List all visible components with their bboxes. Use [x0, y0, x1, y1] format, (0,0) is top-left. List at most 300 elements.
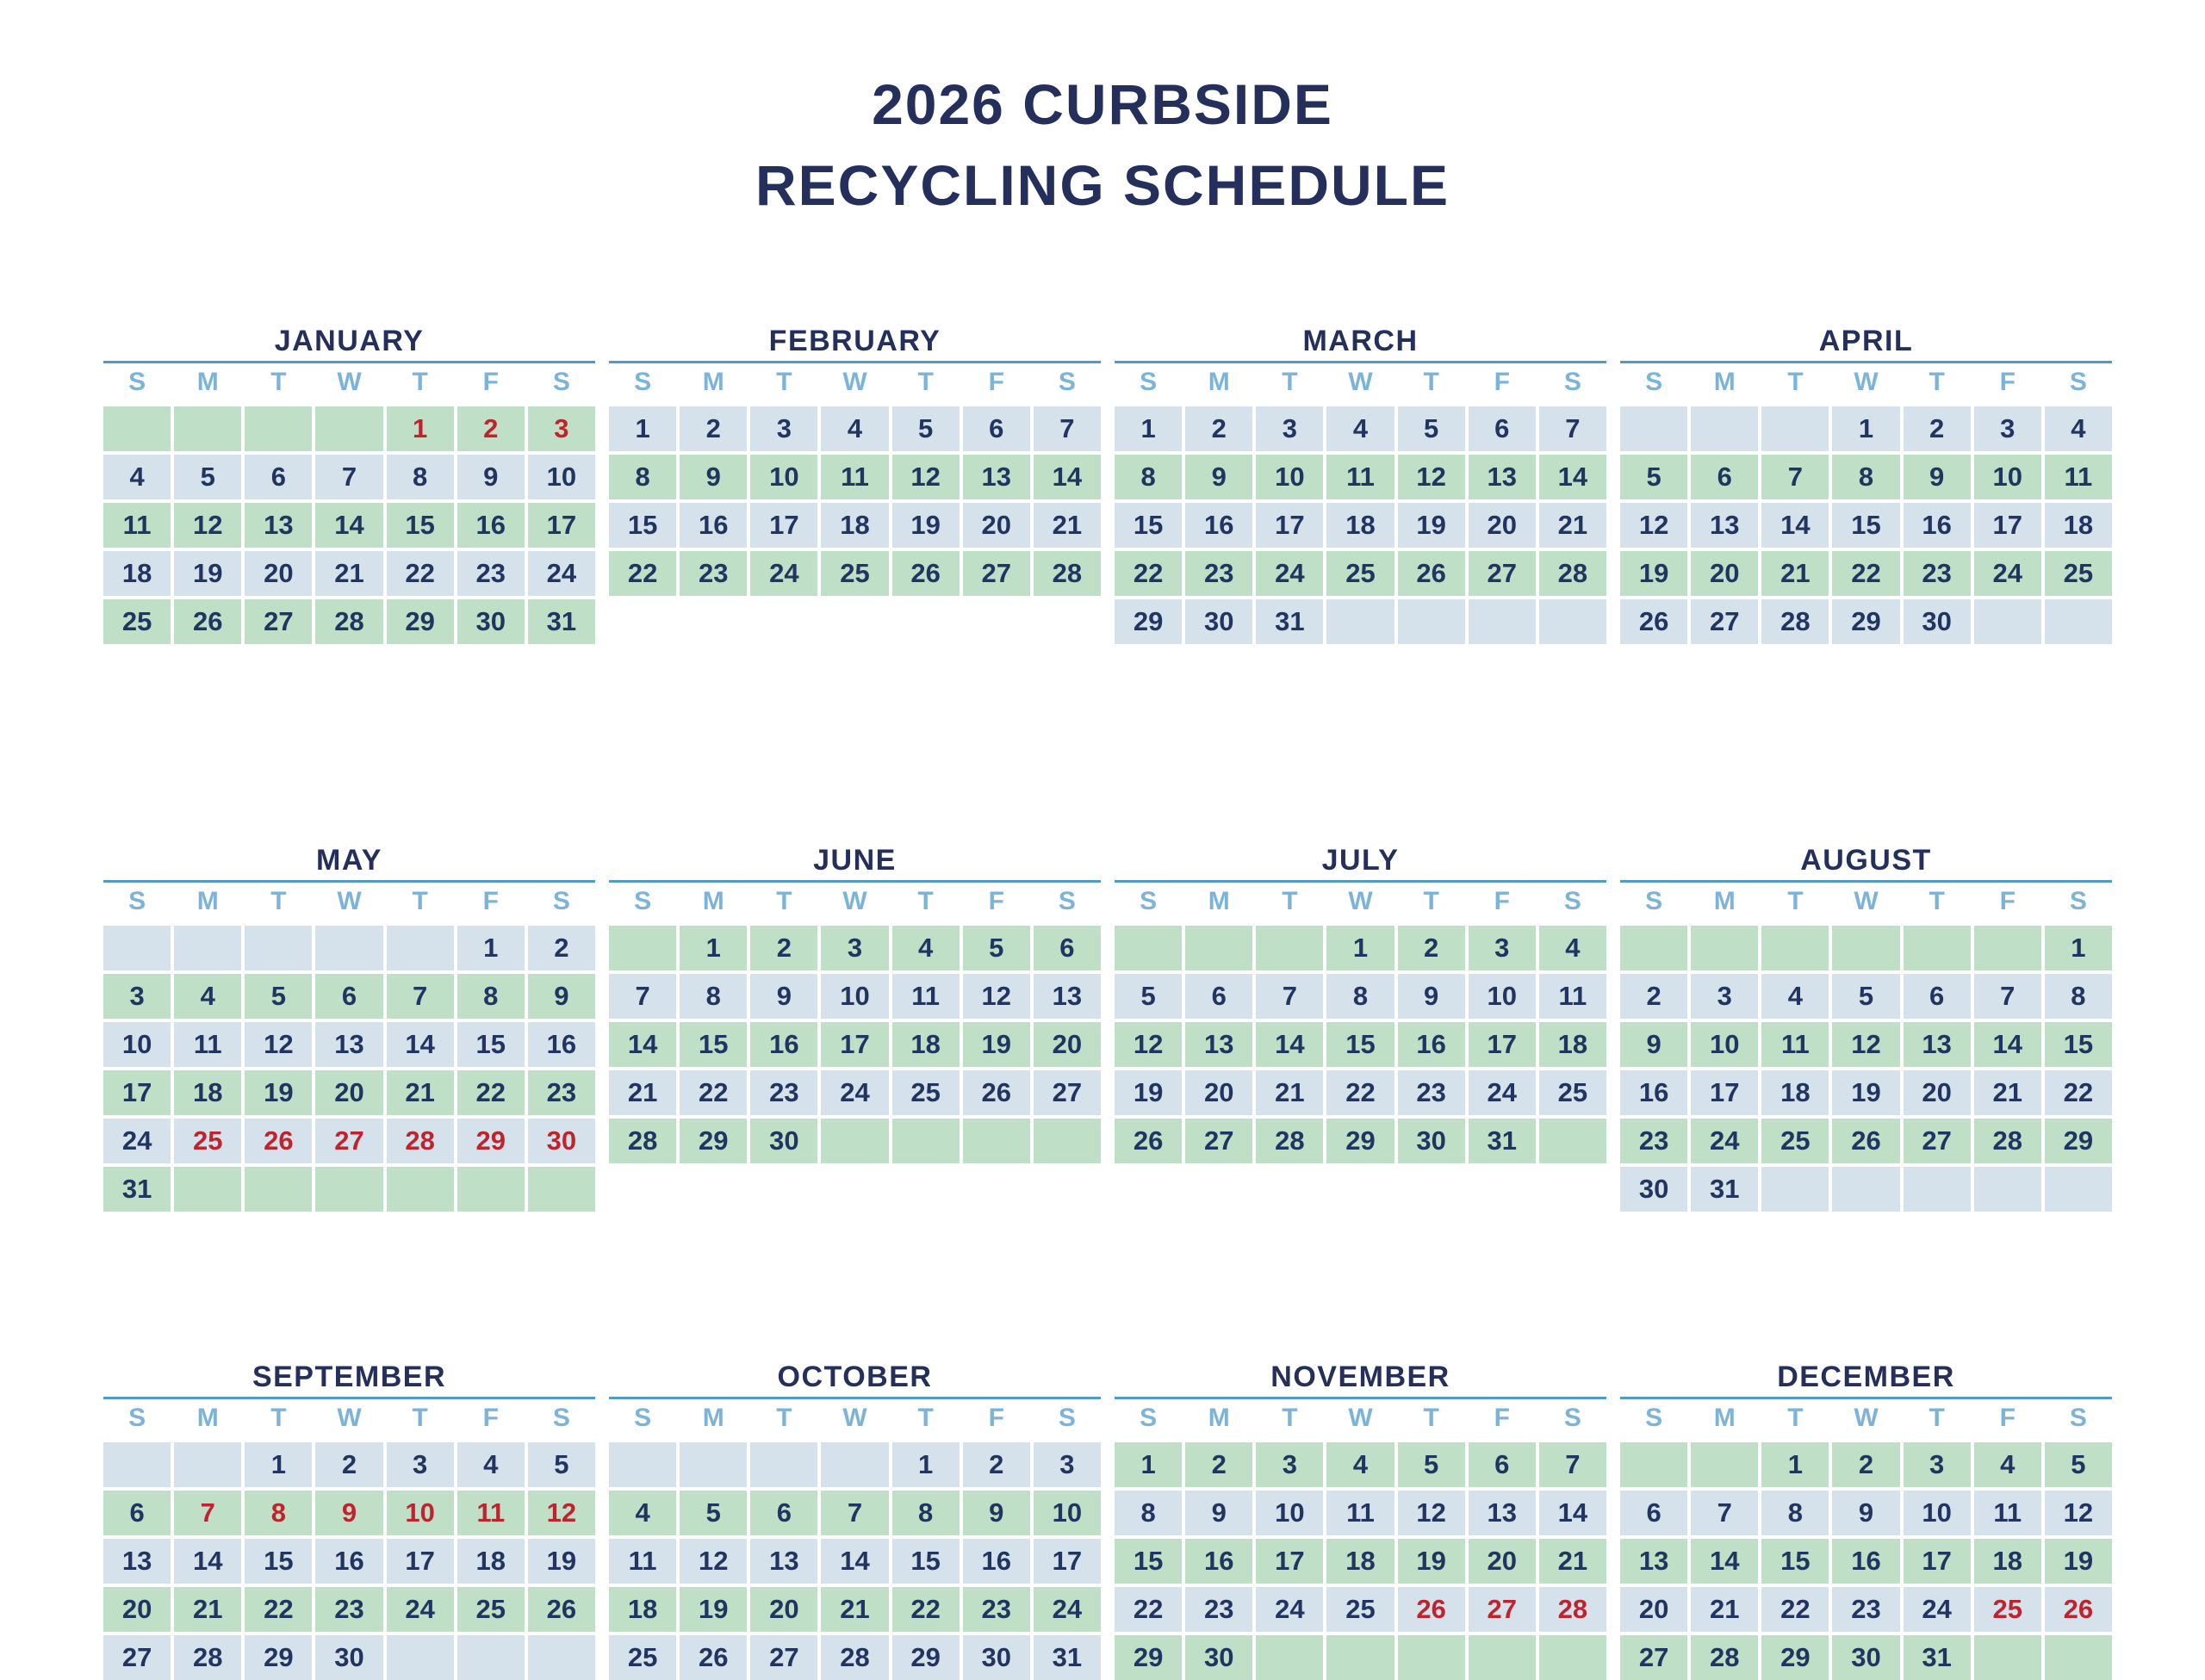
calendar-day: 25: [1761, 1119, 1829, 1163]
month-title: MAY: [316, 844, 382, 877]
calendar-day: 31: [1691, 1167, 1758, 1212]
calendar-day: 20: [1691, 551, 1758, 596]
calendar-day-empty: [1326, 1635, 1394, 1680]
calendar-day: 14: [821, 1539, 888, 1584]
calendar-day-empty: [680, 1442, 747, 1487]
calendar-day: 11: [892, 974, 960, 1019]
calendar-day: 18: [174, 1070, 241, 1115]
calendar-day: 15: [387, 503, 454, 548]
calendar-day: 16: [1620, 1070, 1687, 1115]
calendar-day-holiday: 25: [1974, 1587, 2041, 1632]
calendar-day-holiday: 9: [315, 1491, 382, 1535]
month-block-january: [103, 323, 595, 644]
calendar-day: 12: [892, 455, 960, 499]
calendar-day: 26: [1620, 599, 1687, 644]
calendar-day: 27: [1691, 599, 1758, 644]
calendar-grid: [1620, 926, 2112, 1212]
calendar-day: 1: [892, 1442, 960, 1487]
calendar-day: 18: [609, 1587, 676, 1632]
calendar-day: 19: [1832, 1070, 1899, 1115]
calendar-day: 25: [103, 599, 171, 644]
calendar-day-empty: [821, 1442, 888, 1487]
calendar-day: 4: [457, 1442, 525, 1487]
weekday-header: W: [1348, 1404, 1373, 1432]
calendar-day: 28: [1539, 551, 1606, 596]
calendar-day: 29: [1115, 1635, 1182, 1680]
calendar-day: 21: [315, 551, 382, 596]
calendar-day: 21: [1539, 1539, 1606, 1584]
calendar-day: 8: [457, 974, 525, 1019]
calendar-day: 9: [1398, 974, 1465, 1019]
calendar-day-empty: [174, 406, 241, 451]
calendar-day: 14: [1761, 503, 1829, 548]
calendar-day: 4: [2045, 406, 2112, 451]
calendar-day: 7: [1691, 1491, 1758, 1535]
weekday-header: T: [412, 887, 428, 915]
weekday-header: W: [1348, 368, 1373, 396]
calendar-day: 21: [1539, 503, 1606, 548]
calendar-day-empty: [387, 1635, 454, 1680]
calendar-day: 18: [1761, 1070, 1829, 1115]
calendar-day-holiday: 25: [174, 1119, 241, 1163]
calendar-day-empty: [821, 1119, 888, 1163]
calendar-day: 10: [1469, 974, 1536, 1019]
weekday-header: S: [634, 1404, 652, 1432]
weekday-header: S: [552, 368, 570, 396]
calendar-day: 5: [528, 1442, 595, 1487]
calendar-day: 19: [892, 503, 960, 548]
calendar-day: 23: [1620, 1119, 1687, 1163]
weekday-header: S: [552, 887, 570, 915]
weekday-header: T: [1282, 1404, 1298, 1432]
calendar-day: 26: [528, 1587, 595, 1632]
calendar-day-empty: [1832, 1167, 1899, 1212]
calendar-day: 6: [103, 1491, 171, 1535]
calendar-day: 27: [1185, 1119, 1252, 1163]
calendar-day-empty: [1904, 926, 1971, 970]
calendar-day: 12: [1832, 1022, 1899, 1067]
weekday-header: W: [842, 887, 867, 915]
calendar-day: 10: [821, 974, 888, 1019]
calendar-day: 2: [315, 1442, 382, 1487]
weekday-header: T: [1929, 887, 1945, 915]
calendar-day: 15: [1115, 503, 1182, 548]
calendar-day: 23: [750, 1070, 817, 1115]
calendar-day: 16: [457, 503, 525, 548]
weekday-header: T: [270, 1404, 287, 1432]
calendar-day: 23: [963, 1587, 1030, 1632]
calendar-day: 20: [1620, 1587, 1687, 1632]
calendar-day: 26: [963, 1070, 1030, 1115]
calendar-day-empty: [1904, 1167, 1971, 1212]
calendar-day-empty: [1691, 1442, 1758, 1487]
calendar-day: 6: [963, 406, 1030, 451]
weekday-header: T: [412, 1404, 428, 1432]
calendar-day: 11: [103, 503, 171, 548]
weekday-header: T: [1787, 1404, 1804, 1432]
calendar-day: 8: [680, 974, 747, 1019]
calendar-grid: [1115, 406, 1606, 644]
calendar-day: 28: [821, 1635, 888, 1680]
calendar-day-empty: [528, 1167, 595, 1212]
calendar-day: 17: [103, 1070, 171, 1115]
weekday-header: W: [1854, 887, 1879, 915]
weekday-header: F: [482, 887, 499, 915]
calendar-day: 27: [245, 599, 312, 644]
weekday-header: T: [917, 887, 934, 915]
weekday-header: S: [128, 887, 146, 915]
weekday-header: T: [270, 368, 287, 396]
calendar-day: 12: [1115, 1022, 1182, 1067]
calendar-day: 24: [1469, 1070, 1536, 1115]
calendar-day: 23: [528, 1070, 595, 1115]
calendar-day-holiday: 2: [457, 406, 525, 451]
weekday-header: M: [196, 887, 219, 915]
weekday-header: M: [1208, 368, 1230, 396]
weekday-header: F: [482, 368, 499, 396]
page-title-line-1: 2026 CURBSIDE: [872, 72, 1333, 136]
calendar-day: 18: [1326, 503, 1394, 548]
calendar-day: 10: [1691, 1022, 1758, 1067]
month-title: OCTOBER: [777, 1361, 933, 1393]
calendar-day: 7: [821, 1491, 888, 1535]
weekday-header: S: [1140, 368, 1158, 396]
calendar-day: 6: [1034, 926, 1101, 970]
calendar-day: 7: [1761, 455, 1829, 499]
calendar-day: 3: [387, 1442, 454, 1487]
calendar-day: 2: [750, 926, 817, 970]
calendar-day: 14: [387, 1022, 454, 1067]
calendar-day: 4: [892, 926, 960, 970]
calendar-day: 21: [1974, 1070, 2041, 1115]
weekday-header: S: [2069, 887, 2087, 915]
calendar-day-empty: [1974, 926, 2041, 970]
calendar-day: 14: [1691, 1539, 1758, 1584]
calendar-day: 5: [1832, 974, 1899, 1019]
calendar-day: 13: [245, 503, 312, 548]
calendar-day-empty: [1832, 926, 1899, 970]
calendar-day-empty: [245, 926, 312, 970]
month-title: MARCH: [1302, 325, 1419, 357]
weekday-header: S: [1645, 1404, 1663, 1432]
calendar-day: 17: [750, 503, 817, 548]
calendar-day: 27: [103, 1635, 171, 1680]
weekday-header: T: [412, 368, 428, 396]
calendar-day: 27: [1904, 1119, 1971, 1163]
calendar-day: 19: [1398, 1539, 1465, 1584]
calendar-day: 15: [245, 1539, 312, 1584]
calendar-day: 30: [1832, 1635, 1899, 1680]
calendar-day: 7: [1034, 406, 1101, 451]
calendar-day-empty: [892, 1119, 960, 1163]
calendar-day: 19: [2045, 1539, 2112, 1584]
calendar-day: 23: [1904, 551, 1971, 596]
calendar-day: 27: [1034, 1070, 1101, 1115]
calendar-day: 8: [892, 1491, 960, 1535]
calendar-day: 20: [1185, 1070, 1252, 1115]
calendar-day: 14: [1974, 1022, 2041, 1067]
calendar-day-empty: [245, 1167, 312, 1212]
calendar-day: 22: [680, 1070, 747, 1115]
calendar-day: 7: [387, 974, 454, 1019]
weekday-header: M: [196, 368, 219, 396]
calendar-day: 20: [750, 1587, 817, 1632]
calendar-day-empty: [1539, 1635, 1606, 1680]
calendar-day: 12: [963, 974, 1030, 1019]
calendar-day-empty: [174, 926, 241, 970]
calendar-day: 20: [1904, 1070, 1971, 1115]
calendar-day: 23: [457, 551, 525, 596]
calendar-day: 10: [1034, 1491, 1101, 1535]
calendar-day: 28: [1761, 599, 1829, 644]
weekday-header: F: [1999, 368, 2016, 396]
calendar-day: 26: [1398, 551, 1465, 596]
month-title: JANUARY: [274, 325, 425, 357]
calendar-day: 30: [963, 1635, 1030, 1680]
calendar-day: 15: [680, 1022, 747, 1067]
weekday-header: S: [1563, 1404, 1581, 1432]
month-title: AUGUST: [1800, 844, 1932, 877]
weekday-header-row: [103, 883, 595, 921]
calendar-day: 16: [750, 1022, 817, 1067]
weekday-header: W: [337, 887, 362, 915]
calendar-day: 11: [174, 1022, 241, 1067]
calendar-day: 10: [1256, 1491, 1323, 1535]
calendar-day: 24: [528, 551, 595, 596]
weekday-header: T: [1282, 368, 1298, 396]
weekday-header: S: [552, 1404, 570, 1432]
calendar-day: 5: [245, 974, 312, 1019]
calendar-day: 12: [2045, 1491, 2112, 1535]
weekday-header: W: [1348, 887, 1373, 915]
calendar-day: 30: [1185, 599, 1252, 644]
calendar-day: 3: [1691, 974, 1758, 1019]
calendar-day: 22: [892, 1587, 960, 1632]
calendar-day: 8: [387, 455, 454, 499]
calendar-day: 24: [750, 551, 817, 596]
calendar-day: 18: [821, 503, 888, 548]
calendar-day: 3: [821, 926, 888, 970]
calendar-day: 25: [1326, 551, 1394, 596]
calendar-day: 12: [1398, 455, 1465, 499]
calendar-day-empty: [174, 1167, 241, 1212]
calendar-day: 28: [315, 599, 382, 644]
calendar-day: 17: [1469, 1022, 1536, 1067]
calendar-day: 19: [1115, 1070, 1182, 1115]
calendar-day: 4: [1539, 926, 1606, 970]
calendar-day-empty: [1398, 599, 1465, 644]
calendar-day: 19: [680, 1587, 747, 1632]
calendar-day: 24: [1256, 1587, 1323, 1632]
calendar-day: 6: [1904, 974, 1971, 1019]
calendar-day: 6: [1469, 406, 1536, 451]
calendar-day: 20: [315, 1070, 382, 1115]
month-title: FEBRUARY: [768, 325, 941, 357]
calendar-day-empty: [750, 1442, 817, 1487]
month-block-april: [1620, 323, 2112, 644]
calendar-day: 31: [1904, 1635, 1971, 1680]
calendar-day: 20: [1469, 503, 1536, 548]
weekday-header: F: [1494, 887, 1510, 915]
calendar-day: 2: [963, 1442, 1030, 1487]
weekday-header: M: [1713, 368, 1736, 396]
weekday-header: S: [1645, 887, 1663, 915]
calendar-day: 29: [680, 1119, 747, 1163]
calendar-grid: [103, 926, 595, 1212]
calendar-day: 24: [1904, 1587, 1971, 1632]
weekday-header: W: [842, 1404, 867, 1432]
weekday-header: M: [1208, 887, 1230, 915]
calendar-grid: [1620, 406, 2112, 644]
calendar-day: 2: [528, 926, 595, 970]
calendar-day: 17: [1904, 1539, 1971, 1584]
weekday-header: W: [842, 368, 867, 396]
calendar-day-empty: [1620, 926, 1687, 970]
calendar-day: 5: [892, 406, 960, 451]
calendar-day: 14: [174, 1539, 241, 1584]
calendar-day: 10: [1974, 455, 2041, 499]
calendar-day: 14: [1034, 455, 1101, 499]
calendar-day-holiday: 12: [528, 1491, 595, 1535]
calendar-day: 25: [2045, 551, 2112, 596]
calendar-day: 4: [1326, 1442, 1394, 1487]
calendar-day-empty: [1034, 1119, 1101, 1163]
calendar-day: 1: [680, 926, 747, 970]
calendar-day: 29: [387, 599, 454, 644]
calendar-day: 1: [1115, 406, 1182, 451]
calendar-day: 24: [1974, 551, 2041, 596]
calendar-day-empty: [1539, 599, 1606, 644]
weekday-header: T: [270, 887, 287, 915]
calendar-day: 30: [1620, 1167, 1687, 1212]
weekday-header: M: [1713, 1404, 1736, 1432]
month-block-may: [103, 842, 595, 1212]
calendar-day: 19: [245, 1070, 312, 1115]
calendar-day: 24: [1691, 1119, 1758, 1163]
weekday-header: S: [1058, 368, 1076, 396]
calendar-day-empty: [1115, 926, 1182, 970]
calendar-day: 6: [750, 1491, 817, 1535]
calendar-day: 13: [103, 1539, 171, 1584]
calendar-day-empty: [103, 1442, 171, 1487]
weekday-header: S: [634, 887, 652, 915]
calendar-day: 13: [1034, 974, 1101, 1019]
weekday-header: M: [1208, 1404, 1230, 1432]
calendar-day-holiday: 26: [245, 1119, 312, 1163]
month-title: JUNE: [813, 844, 897, 877]
calendar-day: 12: [245, 1022, 312, 1067]
calendar-day: 19: [528, 1539, 595, 1584]
calendar-day-empty: [1398, 1635, 1465, 1680]
month-block-november: [1115, 1359, 1606, 1680]
calendar-day: 5: [963, 926, 1030, 970]
calendar-day: 11: [1974, 1491, 2041, 1535]
calendar-day: 21: [821, 1587, 888, 1632]
calendar-day: 7: [1539, 1442, 1606, 1487]
calendar-day: 20: [1469, 1539, 1536, 1584]
calendar-day-empty: [1185, 926, 1252, 970]
calendar-day-empty: [1691, 926, 1758, 970]
calendar-day: 9: [457, 455, 525, 499]
calendar-day-empty: [245, 406, 312, 451]
calendar-day: 2: [1185, 406, 1252, 451]
calendar-day: 3: [1256, 406, 1323, 451]
calendar-day: 11: [1539, 974, 1606, 1019]
weekday-header: F: [1494, 1404, 1510, 1432]
weekday-header: W: [337, 1404, 362, 1432]
calendar-day: 11: [1761, 1022, 1829, 1067]
calendar-day: 2: [1620, 974, 1687, 1019]
calendar-grid: [609, 406, 1101, 596]
calendar-day-holiday: 28: [387, 1119, 454, 1163]
weekday-header: S: [2069, 1404, 2087, 1432]
calendar-day: 10: [528, 455, 595, 499]
calendar-day: 5: [1620, 455, 1687, 499]
calendar-day: 9: [1185, 1491, 1252, 1535]
calendar-day-empty: [1974, 1635, 2041, 1680]
calendar-day: 27: [1620, 1635, 1687, 1680]
calendar-day: 27: [1469, 551, 1536, 596]
calendar-day: 21: [609, 1070, 676, 1115]
calendar-day-holiday: 26: [1398, 1587, 1465, 1632]
month-title: NOVEMBER: [1270, 1361, 1450, 1393]
weekday-header: T: [1423, 1404, 1439, 1432]
month-block-september: [103, 1359, 595, 1680]
calendar-day: 4: [821, 406, 888, 451]
weekday-header: S: [128, 1404, 146, 1432]
weekday-header: T: [1787, 887, 1804, 915]
calendar-day-empty: [2045, 599, 2112, 644]
calendar-day: 6: [315, 974, 382, 1019]
weekday-header: T: [917, 368, 934, 396]
calendar-day: 13: [1469, 1491, 1536, 1535]
calendar-day: 8: [1115, 455, 1182, 499]
calendar-day: 29: [2045, 1119, 2112, 1163]
calendar-day: 24: [103, 1119, 171, 1163]
calendar-day: 2: [680, 406, 747, 451]
month-title: DECEMBER: [1777, 1361, 1955, 1393]
weekday-header: T: [917, 1404, 934, 1432]
calendar-day: 16: [1185, 1539, 1252, 1584]
calendar-day: 20: [103, 1587, 171, 1632]
weekday-header: S: [128, 368, 146, 396]
weekday-header-row: [609, 883, 1101, 921]
calendar-day: 5: [2045, 1442, 2112, 1487]
calendar-day: 13: [1904, 1022, 1971, 1067]
weekday-header: T: [1423, 368, 1439, 396]
calendar-day-empty: [1761, 1167, 1829, 1212]
calendar-day: 22: [1761, 1587, 1829, 1632]
calendar-day: 30: [1398, 1119, 1465, 1163]
calendar-day: 1: [457, 926, 525, 970]
calendar-day: 26: [680, 1635, 747, 1680]
calendar-day: 17: [1034, 1539, 1101, 1584]
calendar-day: 3: [1469, 926, 1536, 970]
calendar-day: 2: [1185, 1442, 1252, 1487]
calendar-day-holiday: 27: [315, 1119, 382, 1163]
calendar-day: 6: [1691, 455, 1758, 499]
calendar-day-empty: [1691, 406, 1758, 451]
calendar-day: 3: [1904, 1442, 1971, 1487]
calendar-day: 30: [1904, 599, 1971, 644]
weekday-header: F: [1999, 1404, 2016, 1432]
calendar-day: 2: [1398, 926, 1465, 970]
weekday-header-row: [609, 363, 1101, 401]
calendar-day: 21: [1034, 503, 1101, 548]
calendar-day-empty: [315, 926, 382, 970]
calendar-day: 22: [1115, 1587, 1182, 1632]
calendar-day-empty: [1539, 1119, 1606, 1163]
